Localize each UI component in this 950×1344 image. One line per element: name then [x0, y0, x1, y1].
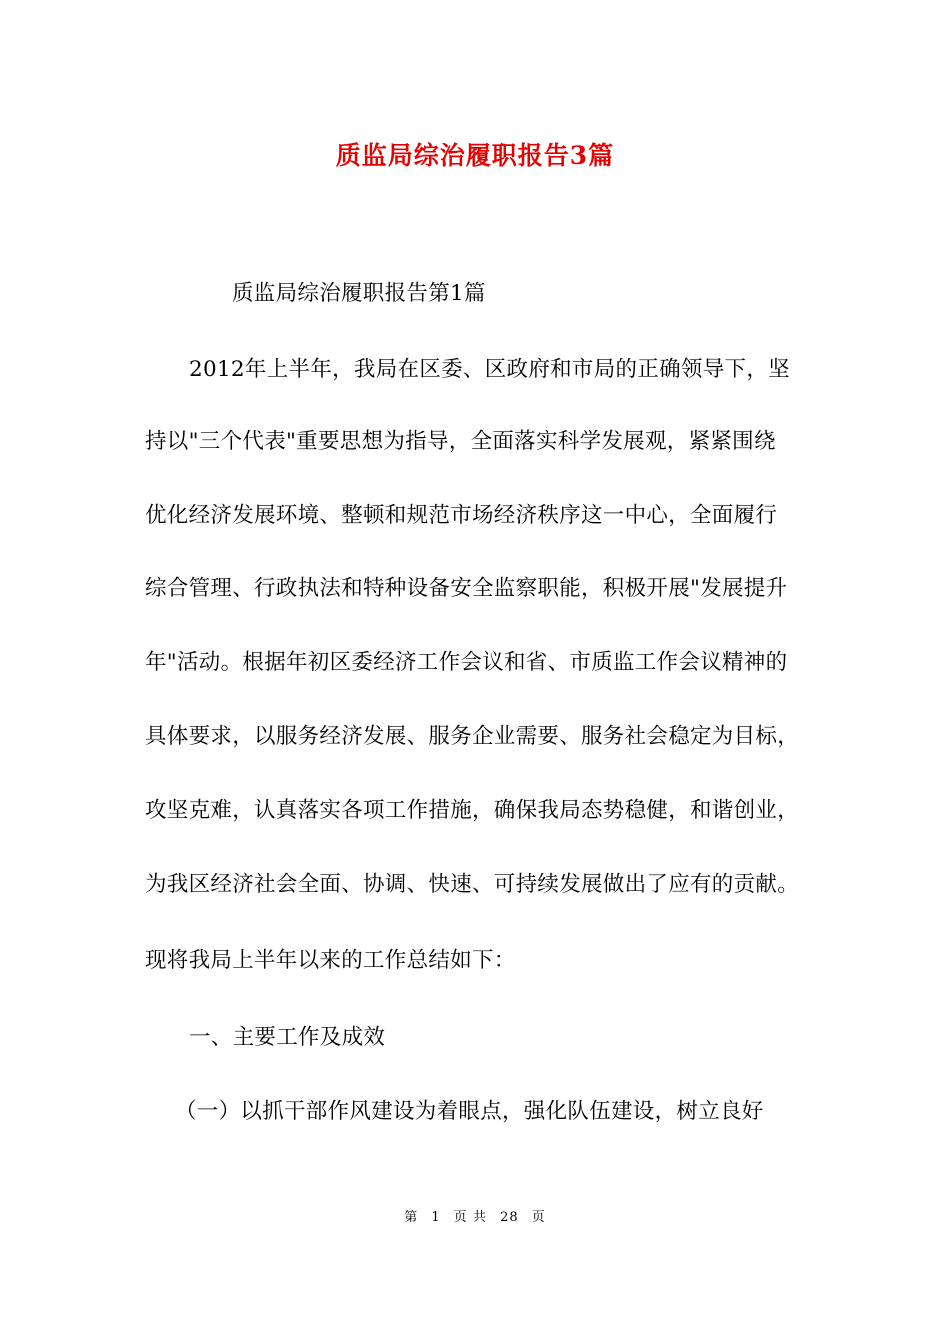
page-footer: [0, 1208, 950, 1228]
paragraph-line: 为我区经济社会全面、协调、快速、可持续发展做出了应有的贡献。: [145, 872, 800, 897]
paragraph-line: 现将我局上半年以来的工作总结如下：: [145, 948, 516, 973]
paragraph-line: 优化经济发展环境、整顿和规范市场经济秩序这一中心，全面履行: [145, 503, 778, 528]
document-title: 质监局综治履职报告3篇: [335, 141, 615, 170]
paragraph-line: 具体要求，以服务经济发展、服务企业需要、服务社会稳定为目标，: [145, 724, 800, 749]
footer-total-pages: 28: [500, 1210, 519, 1225]
subheading: 一、主要工作及成效: [189, 1025, 386, 1050]
paragraph-line: 年"活动。根据年初区委经济工作会议和省、市质监工作会议精神的: [145, 650, 788, 675]
footer-prefix: 第: [404, 1210, 419, 1225]
paragraph-line: 攻坚克难，认真落实各项工作措施，确保我局态势稳健，和谐创业，: [145, 798, 800, 823]
section-heading: 质监局综治履职报告第1篇: [232, 281, 486, 306]
footer-current-page: 1: [431, 1210, 441, 1225]
paragraph-line: 持以"三个代表"重要思想为指导，全面落实科学发展观，紧紧围绕: [145, 429, 776, 454]
paragraph-line: （一）以抓干部作风建设为着眼点，强化队伍建设，树立良好: [175, 1099, 764, 1124]
paragraph-line: 综合管理、行政执法和特种设备安全监察职能，积极开展"发展提升: [145, 576, 788, 601]
footer-mid: 页 共: [453, 1210, 487, 1225]
footer-suffix: 页: [531, 1210, 546, 1225]
paragraph-line: 2012年上半年，我局在区委、区政府和市局的正确领导下，坚: [189, 357, 790, 382]
